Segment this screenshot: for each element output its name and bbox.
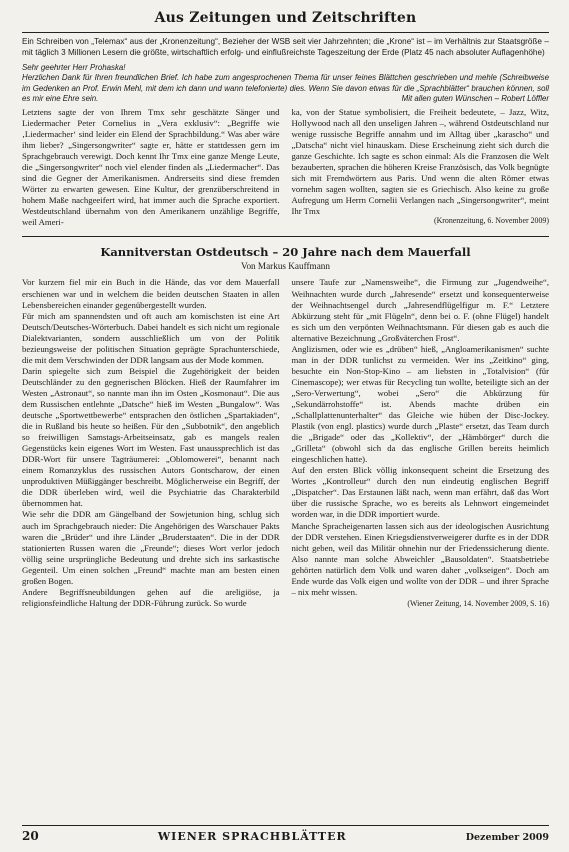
- article1-intro: Ein Schreiben von „Telemax“ aus der „Kronenzeitung“, Bezieher der WSB seit vier Jahrzehnten; die „Krone“ ist – im Verhältnis zur Staatsgröße – mit täglich 3 Millionen Lesern die größte, wirtschaftlich erfolg- und einflußreichste Tageszeitung der Erde (Platz 45 nach absoluter Auflagenhöhe): [22, 37, 549, 57]
- middle-rule: [22, 236, 549, 237]
- letter-body: Herzlichen Dank für Ihren freundlichen Brief. Ich habe zum angesprochenen Thema für unser feines Blättchen geschrieben und mehle (Schreibweise im Gedenken an Prof. Erwin Mehl, mit dem ich dann und wann telefonierte) dies. Wenn Sie davon etwas für die „Sprachblätter“ brauchen können, soll es mir eine Ehre sein.: [22, 73, 549, 103]
- article2-paragraph: Andere Begriffsneubildungen gehen auf die areligiöse, ja religionsfeindliche Haltung der DDR-Führung zurück. So wurde: [22, 586, 280, 608]
- issue-date: Dezember 2009: [465, 832, 549, 843]
- magazine-name: WIENER SPRACHBLÄTTER: [157, 830, 347, 843]
- top-rule: [22, 32, 549, 33]
- article2-paragraph: Manche Spracheigenarten lassen sich aus der ideologischen Ausrichtung der DDR verstehen. Einen Kriegsdienstverweigerer durfte es in der DDR nicht geben, weil das Militär ohnehin nur der Friedenssicherung diente. Also nannte man solche Abweichler „Bausoldaten“. Staatsbetriebe gehörten natürlich dem Volk und waren daher „volkseigen“. Doch am Ende wurde das Volk eigen und wollte von der DDR – und ihrer Sprache – nix mehr wissen.: [291, 520, 549, 597]
- article2-column-right: [292, 277, 550, 608]
- article2-column-left: [22, 277, 280, 608]
- article1-source: (Kronenzeitung, 6. November 2009): [433, 216, 549, 226]
- page-footer: [22, 825, 549, 843]
- article2-byline: Von Markus Kauffmann: [241, 261, 330, 272]
- article1-column-left: [22, 107, 280, 227]
- letter-salutation: Sehr geehrter Herr Prohaska!: [22, 63, 126, 73]
- article2-paragraph: Wie sehr die DDR am Gängelband der Sowjetunion hing, schlug sich auch im Sprachgebrauch nieder: Die Angehörigen des Warschauer Pakts waren die „Brüder“ und ihre Länder „Bruderstaaten“. Die in der DDR stationierten Russen waren die „Freunde“; dieses Wort verlor jedoch völlig seine ursprüngliche Bedeutung und drehte sich ins sarkastische Gegenteil. Um einen solchen „Freund“ machte man am besten einen großen Bogen.: [22, 509, 280, 586]
- article2-title: Kannitverstan Ostdeutsch – 20 Jahre nach dem Mauerfall: [100, 245, 471, 260]
- article1-col1-text: Letztens sagte der von Ihrem Tmx sehr geschätzte Sänger und Liedermacher Peter Cornelius in „Vera exklusiv“: „Begriffe wie ‚Liedermacher‘ sind leider ein Elend der Sprachbildung.“ Was aber wäre ihm lieber? „Singersongwriter“ sagte er, hätte er stattdessen gern im Sprachgebrauch verewigt. Doch kennt Ihr Tmx eine ganze Menge Leute, die „Singersongwriter“ noch viel elender finden als „Liedermacher“. Das sind die Gegner der Amerikanismen. Andrerseits sind diese fremden Wörter zu erwarten gewesen. Eine Kultur, der grenzüberschreitend in hohem Maße nachgeeifert wird, hat immer auch die Sprache exportiert. Westdeutschland übernahm von den Amerikanern unzählige Begriffe, weil Ameri-: [22, 107, 280, 227]
- article2-paragraph: Auf den ersten Blick völlig inkonsequent scheint die Ersetzung des Wortes „Kontrolleur“ durch den nun eindeutig englischen Begriff „Dispatcher“. Das Erstaunen läßt nach, wenn man erfährt, daß das Wort über die russische Sprache, wo es bereits als Lehnwort eingemeindet worden war, in die DDR importiert wurde.: [291, 465, 549, 520]
- article2-paragraph: Für mich am spannendsten und oft auch am komischsten ist eine Art Deutsch/Deutsches-Wörterbuch. Dabei handelt es sich nicht um regionale Dialektvarianten, sondern ausschließlich um von der Politik bezieungsweise der politischen Situation geprägte Sprachunterschiede, die mit dem Verschwinden der DDR langsam aus der Mode kommen.: [22, 310, 280, 365]
- article2-paragraph: Vor kurzem fiel mir ein Buch in die Hände, das vor dem Mauerfall erschienen war und in welchem die beiden deutschen Staaten in allen Lebensbereichen einander gegenübergestellt wurden.: [22, 277, 280, 310]
- letter-closing: Mit allen guten Wünschen – Robert Löffler: [401, 94, 549, 103]
- article2-paragraph: Darin spiegelte sich zum Beispiel die Zugehörigkeit der beiden Deutschländer zu den gegnerischen Blöcken. Hieß der Raumfahrer im Westen „Astronaut“, so nannte man ihn im Osten „Kosmonaut“. Die aus dem Russischen entlehnte „Datsche“ hieß im Westen „Bungalow“. Was deutsche „Sportwettbewerbe“ entsprachen den östlichen „Spartakiaden“, die in Rußland bis heute so heißen. Für den „Subbotnik“, den angeblich so freiwilligen Samstags-Arbeitseinsatz, gab es mangels realen Gegenstücks kein eigenes Wort im Westen. Fast unaussprechlich ist das DDR-Wort für unsere Tagträumerei: „Oblomowerei“, benannt nach einem Romanzyklus des russischen Autors Gontscharow, der einen unproduktiven Müßiggänger beschreibt. Möglicherweise ein Begriff, der die DDR überleben wird, weil die Psychiatrie das Charakterbild übernommen hat.: [22, 365, 280, 509]
- article2-paragraph: Anglizismen, oder wie es „drüben“ hieß, „Angloamerikanismen“ suchte man in der DDR tunlichst zu vermeiden. Wer ins „Zeitkino“ ging, besuchte ein Non-Stop-Kino – am liebsten in „Totalvision“ (für Cinemascope); wer etwas für Recycling tun wollte, beteiligte sich an der „Sero-Verwertung“, wobei „Sero“ die Abkürzung für „Sekundärrohstoffe“ ist. Abends machte drüben ein „Schallplattenunterhalter“ das Gleiche wie hüben der Disc-Jockey. Plastik (von engl. plastics) wurde durch „Plaste“ ersetzt, das Team durch die „Brigade“ oder das „Kollektiv“, der „Hämbörger“ durch die „Grilleta“ (obwohl sich da das englische Grillen bereits heimlich eingeschlichen hatte).: [291, 343, 549, 465]
- article2-paragraph: unsere Taufe zur „Namensweihe“, die Firmung zur „Jugendweihe“, Weihnachten wurde durch „Jahresende“ ersetzt und konsequenterweise der Weihnachtsengel durch „Jahresendflügelfigur m. F.“ Letztere Abkürzung steht für „mit Flügeln“, denn bei o. F. (ohne Flügel) handelt es sich um den verpönten Weihnachtsmann. Für diesen gab es auch die alternative Bezeichnung „Großväterchen Frost“.: [291, 277, 549, 343]
- article1-columns: [22, 94, 549, 227]
- article2-columns: [22, 277, 549, 608]
- page-number: 20: [22, 829, 39, 843]
- article1-col2-text: ka, von der Statue symbolisiert, die Freiheit bedeutete, – Jazz, Witz, Hollywood nach all den unseligen Jahren –, während Ostdeutschland nur wenige russische Begriffe annahm und im Alltag über „karascho“ und „Datscha“ nicht viel hinauskam. Diese Erscheinung zieht sich durch die ganze Geschichte. Ich sagte es schon einmal: Als die Franzosen die Welt bezauberten, sprachen die höheren Kreise Französisch, das Volk begnügte sich mit Fremdwörtern aus Paris. Und wenn die alten Römer etwas vornehm sagen wollten, sagten sie es Griechisch. Also keine zu große Aufregung um Herrn Cornelii Verlangen nach „Singersongwriter“, meint Ihr Tmx: [291, 106, 549, 216]
- article2-source: (Wiener Zeitung, 14. November 2009, S. 16): [407, 598, 549, 608]
- article1-column-right: [291, 94, 550, 227]
- section-title: Aus Zeitungen und Zeitschriften: [154, 10, 417, 26]
